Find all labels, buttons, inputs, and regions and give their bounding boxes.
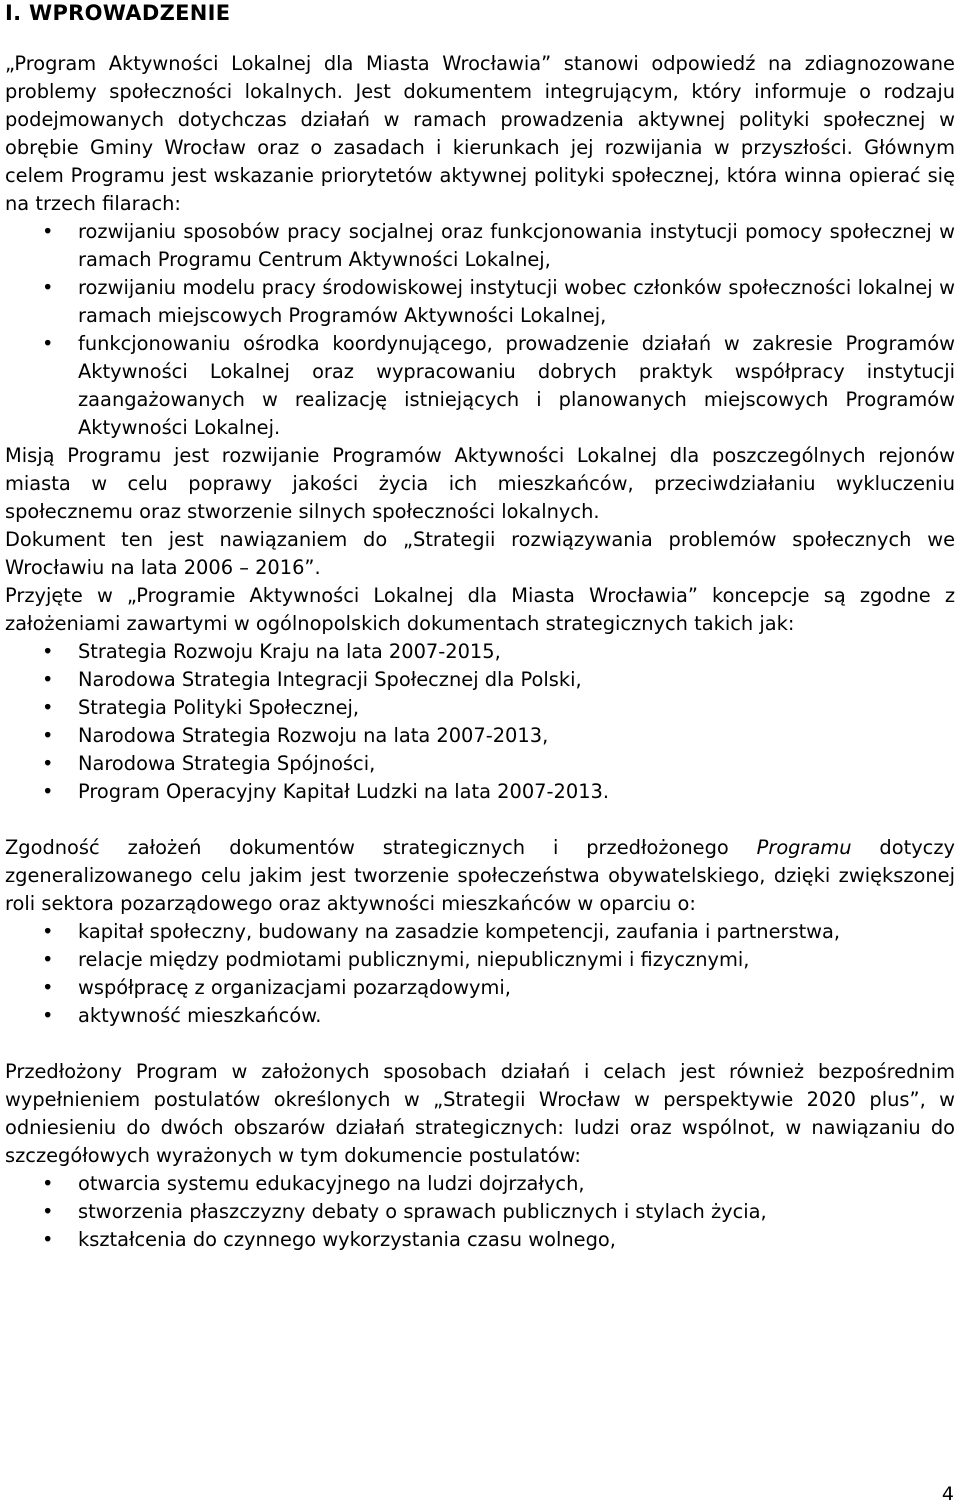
intro-paragraph: „Program Aktywności Lokalnej dla Miasta Wrocławia” stanowi odpowiedź na zdiagnozowane problemy społeczności lokalnych. Jest dokumentem integrującym, który informuje o rodzaju podejmowanych dotychczas działań w ramach prowadzenia aktywnej polityki społecznej w obrębie Gminy Wrocław oraz o zasadach i kierunkach jej rozwijania w przyszłości. Głównym celem Programu jest wskazanie priorytetów aktywnej polityki społecznej, która winna opierać się na trzech filarach: (5, 52, 955, 215)
list-item: • Strategia Polityki Społecznej, (5, 694, 955, 722)
strategies-list (5, 638, 955, 806)
text-segment: Zgodność założeń dokumentów strategicznych i przedłożonego (5, 836, 757, 859)
section-heading: I. WPROWADZENIE (5, 1, 231, 25)
list-item: • Narodowa Strategia Rozwoju na lata 2007-2013, (5, 722, 955, 750)
list-item: • Narodowa Strategia Integracji Społecznej dla Polski, (5, 666, 955, 694)
text-segment: dotyczy zgeneralizowanego celu jakim jest tworzenie społeczeństwa obywatelskiego, dzięki zwiększonej roli sektora pozarządowego oraz aktywności mieszkańców w oparciu o: (5, 836, 955, 915)
list-item: • współpracę z organizacjami pozarządowymi, (5, 974, 955, 1002)
page-number: 4 (941, 1483, 954, 1505)
list-item: • Program Operacyjny Kapitał Ludzki na lata 2007-2013. (5, 778, 955, 806)
list-item: • otwarcia systemu edukacyjnego na ludzi dojrzałych, (5, 1170, 955, 1198)
concepts-paragraph: Przyjęte w „Programie Aktywności Lokalnej dla Miasta Wrocławia” koncepcje są zgodne z założeniami zawartymi w ogólnopolskich dokumentach strategicznych takich jak: (5, 584, 955, 635)
foundations-list (5, 918, 955, 1030)
list-item: • Strategia Rozwoju Kraju na lata 2007-2015, (5, 638, 955, 666)
strategy-reference-paragraph: Dokument ten jest nawiązaniem do „Strategii rozwiązywania problemów społecznych we Wrocławiu na lata 2006 – 2016”. (5, 528, 955, 579)
list-item: • rozwijaniu modelu pracy środowiskowej instytucji wobec członków społeczności lokalnej w ramach miejscowych Programów Aktywności Lokalnej, (5, 274, 955, 330)
list-item: • aktywność mieszkańców. (5, 1002, 955, 1030)
italic-text: Programu (756, 836, 852, 859)
postulates-list (5, 1170, 955, 1254)
compliance-paragraph (5, 834, 955, 918)
list-item: • rozwijaniu sposobów pracy socjalnej oraz funkcjonowania instytucji pomocy społecznej w ramach Programu Centrum Aktywności Lokalnej, (5, 218, 955, 274)
strategy-2020-paragraph: Przedłożony Program w założonych sposobach działań i celach jest również bezpośrednim wypełnieniem postulatów określonych w „Strategii Wrocław w perspektywie 2020 plus”, w odniesieniu do dwóch obszarów działań strategicznych: ludzi oraz wspólnot, w nawiązaniu do szczegółowych wyrażonych w tym dokumencie postulatów: (5, 1060, 955, 1167)
pillars-list (5, 218, 955, 442)
list-item: • funkcjonowaniu ośrodka koordynującego, prowadzenie działań w zakresie Programów Aktywności Lokalnej oraz wypracowaniu dobrych praktyk współpracy instytucji zaangażowanych w realizację istniejących i planowanych miejscowych Programów Aktywności Lokalnej. (5, 330, 955, 442)
document-page (5, 0, 955, 1254)
list-item: • stworzenia płaszczyzny debaty o sprawach publicznych i stylach życia, (5, 1198, 955, 1226)
list-item: • kształcenia do czynnego wykorzystania czasu wolnego, (5, 1226, 955, 1254)
list-item: • kapitał społeczny, budowany na zasadzie kompetencji, zaufania i partnerstwa, (5, 918, 955, 946)
list-item: • relacje między podmiotami publicznymi, niepublicznymi i fizycznymi, (5, 946, 955, 974)
list-item: • Narodowa Strategia Spójności, (5, 750, 955, 778)
mission-paragraph: Misją Programu jest rozwijanie Programów Aktywności Lokalnej dla poszczególnych rejonów miasta w celu poprawy jakości życia ich mieszkańców, przeciwdziałaniu wykluczeniu społecznemu oraz stworzenie silnych społeczności lokalnych. (5, 444, 955, 523)
